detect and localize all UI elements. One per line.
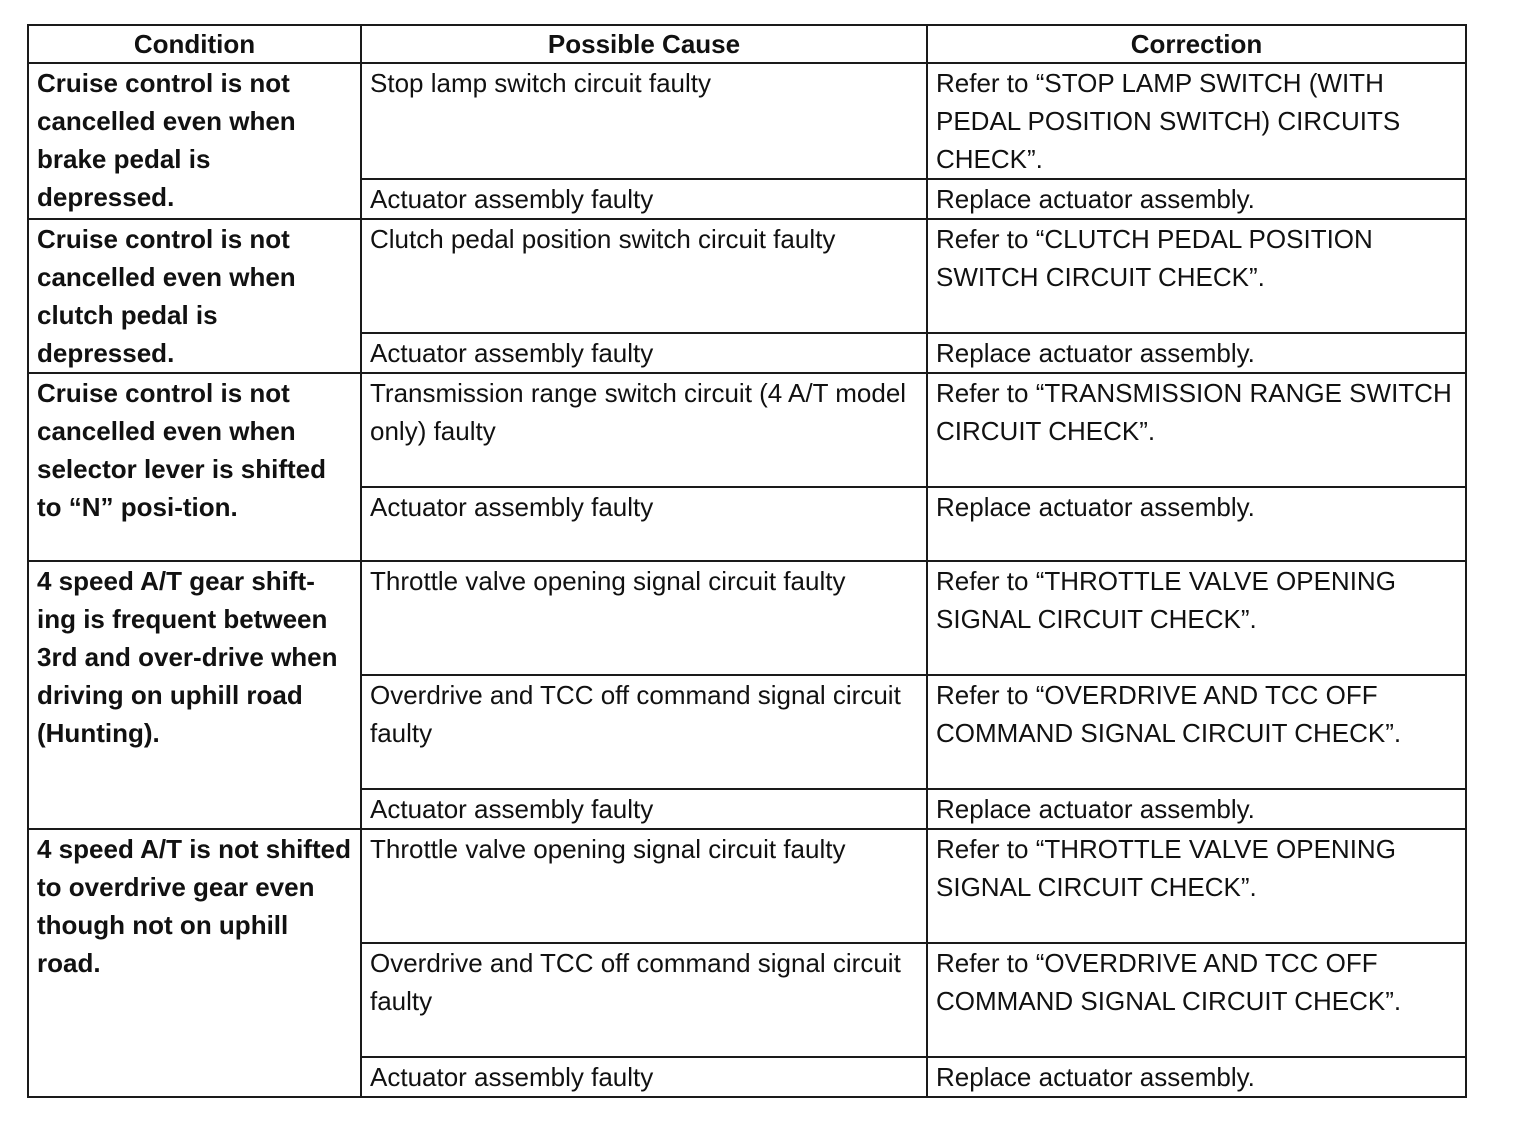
correction-cell: Replace actuator assembly. xyxy=(927,789,1466,829)
correction-cell: Replace actuator assembly. xyxy=(927,1057,1466,1097)
correction-cell: Refer to “THROTTLE VALVE OPENING SIGNAL CIRCUIT CHECK”. xyxy=(927,829,1466,943)
condition-cell: 4 speed A/T gear shift-ing is frequent between 3rd and over-drive when driving on uphill road (Hunting). xyxy=(28,561,361,829)
header-condition: Condition xyxy=(28,25,361,63)
table-row xyxy=(28,829,1466,943)
table-row xyxy=(28,63,1466,179)
cause-cell: Transmission range switch circuit (4 A/T model only) faulty xyxy=(361,373,927,487)
cause-cell: Clutch pedal position switch circuit faulty xyxy=(361,219,927,333)
condition-cell: Cruise control is not cancelled even when brake pedal is depressed. xyxy=(28,63,361,219)
header-row xyxy=(28,25,1466,63)
correction-cell: Refer to “OVERDRIVE AND TCC OFF COMMAND SIGNAL CIRCUIT CHECK”. xyxy=(927,943,1466,1057)
cause-cell: Actuator assembly faulty xyxy=(361,1057,927,1097)
correction-cell: Refer to “THROTTLE VALVE OPENING SIGNAL CIRCUIT CHECK”. xyxy=(927,561,1466,675)
cause-cell: Actuator assembly faulty xyxy=(361,179,927,219)
table-row xyxy=(28,561,1466,675)
table-row xyxy=(28,373,1466,487)
condition-cell: Cruise control is not cancelled even when clutch pedal is depressed. xyxy=(28,219,361,373)
correction-cell: Refer to “OVERDRIVE AND TCC OFF COMMAND SIGNAL CIRCUIT CHECK”. xyxy=(927,675,1466,789)
correction-cell: Refer to “STOP LAMP SWITCH (WITH PEDAL POSITION SWITCH) CIRCUITS CHECK”. xyxy=(927,63,1466,179)
cause-cell: Throttle valve opening signal circuit faulty xyxy=(361,561,927,675)
cause-cell: Overdrive and TCC off command signal circuit faulty xyxy=(361,675,927,789)
condition-cell: 4 speed A/T is not shifted to overdrive gear even though not on uphill road. xyxy=(28,829,361,1097)
correction-cell: Replace actuator assembly. xyxy=(927,179,1466,219)
cause-cell: Actuator assembly faulty xyxy=(361,333,927,373)
cause-cell: Overdrive and TCC off command signal circuit faulty xyxy=(361,943,927,1057)
header-correction: Correction xyxy=(927,25,1466,63)
cause-cell: Throttle valve opening signal circuit faulty xyxy=(361,829,927,943)
cause-cell: Actuator assembly faulty xyxy=(361,487,927,561)
correction-cell: Replace actuator assembly. xyxy=(927,487,1466,561)
condition-cell: Cruise control is not cancelled even when selector lever is shifted to “N” posi-tion. xyxy=(28,373,361,561)
cause-cell: Actuator assembly faulty xyxy=(361,789,927,829)
header-possible-cause: Possible Cause xyxy=(361,25,927,63)
correction-cell: Refer to “CLUTCH PEDAL POSITION SWITCH CIRCUIT CHECK”. xyxy=(927,219,1466,333)
table-row xyxy=(28,219,1466,333)
cause-cell: Stop lamp switch circuit faulty xyxy=(361,63,927,179)
troubleshooting-table xyxy=(27,24,1467,1098)
correction-cell: Replace actuator assembly. xyxy=(927,333,1466,373)
correction-cell: Refer to “TRANSMISSION RANGE SWITCH CIRCUIT CHECK”. xyxy=(927,373,1466,487)
